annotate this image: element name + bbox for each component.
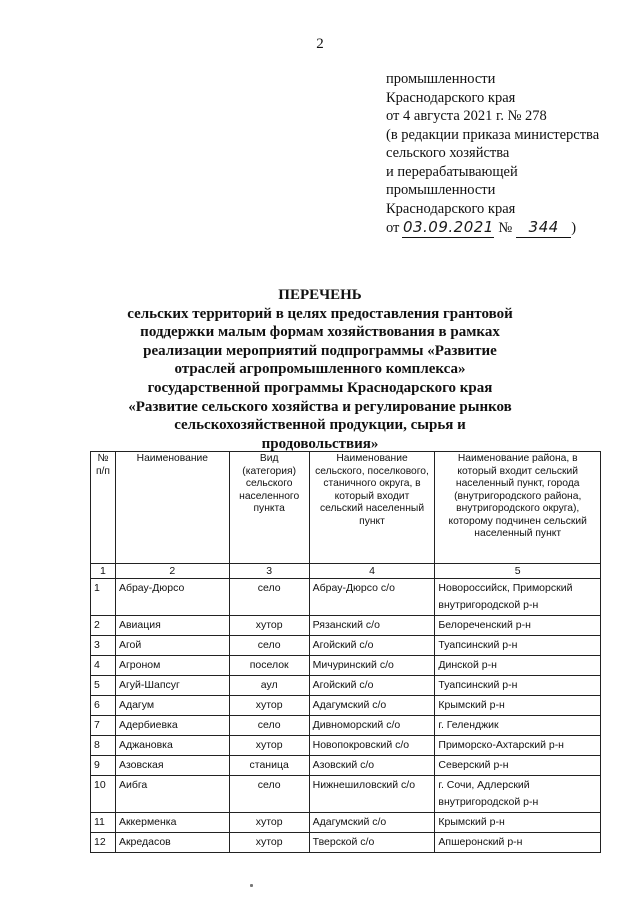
column-number-row (91, 564, 601, 579)
name-cell: Адагум (115, 696, 229, 716)
header-line: от 4 августа 2021 г. № 278 (386, 108, 547, 124)
header-line: Краснодарского края (386, 200, 516, 217)
row-number-cell: 2 (91, 616, 116, 636)
region-cell: г. Сочи, Адлерский внутригородской р-н (435, 776, 601, 813)
row-number-cell: 4 (91, 656, 116, 676)
header-line: промышленности (386, 71, 496, 87)
table-row (91, 776, 601, 813)
name-cell: Агуй-Шапсуг (115, 676, 229, 696)
header-line: сельского хозяйства (386, 145, 510, 161)
signature-line (386, 218, 636, 238)
district-cell: Адагумский с/о (309, 813, 435, 833)
column-number: 3 (229, 564, 309, 579)
title-line: сельскохозяйственной продукции, сырья и (174, 417, 466, 434)
header-line: Краснодарского края (386, 89, 516, 106)
title-heading: ПЕРЕЧЕНЬ (278, 287, 362, 303)
district-cell: Агойский с/о (309, 676, 435, 696)
district-cell: Новопокровский с/о (309, 736, 435, 756)
title-line: государственной программы Краснодарского края (147, 379, 493, 396)
row-number-cell: 9 (91, 756, 116, 776)
approval-header (386, 70, 636, 238)
name-cell: Аджановка (115, 736, 229, 756)
district-cell: Тверской с/о (309, 833, 435, 853)
table-row (91, 756, 601, 776)
title-line: отраслей агропромышленного комплекса» (174, 361, 466, 378)
type-cell: поселок (229, 656, 309, 676)
district-cell: Адагумский с/о (309, 696, 435, 716)
document-title (110, 286, 530, 453)
column-header: № п/п (91, 452, 116, 564)
column-header: Наименование района, в который входит сельский населенный пункт, города (внутригородского района, внутригородского округа), которому подчинен сельский населенный пункт (435, 452, 601, 564)
type-cell: село (229, 579, 309, 616)
table-row (91, 696, 601, 716)
region-cell: Белореченский р-н (435, 616, 601, 636)
row-number-cell: 8 (91, 736, 116, 756)
column-header: Вид (категория) сельского населенного пункта (229, 452, 309, 564)
type-cell: село (229, 636, 309, 656)
column-header: Наименование (115, 452, 229, 564)
table-row (91, 676, 601, 696)
type-cell: село (229, 716, 309, 736)
type-cell: хутор (229, 813, 309, 833)
sig-prefix: от (386, 220, 400, 236)
region-cell: Апшеронский р-н (435, 833, 601, 853)
title-line: продовольствия» (261, 435, 379, 452)
district-cell: Мичуринский с/о (309, 656, 435, 676)
region-cell: Приморско-Ахтарский р-н (435, 736, 601, 756)
table-row (91, 833, 601, 853)
district-cell: Азовский с/о (309, 756, 435, 776)
region-cell: Туапсинский р-н (435, 636, 601, 656)
table-row (91, 579, 601, 616)
region-cell: Динской р-н (435, 656, 601, 676)
name-cell: Агой (115, 636, 229, 656)
type-cell: хутор (229, 833, 309, 853)
district-cell: Абрау-Дюрсо с/о (309, 579, 435, 616)
row-number-cell: 1 (91, 579, 116, 616)
region-cell: Крымский р-н (435, 696, 601, 716)
name-cell: Азовская (115, 756, 229, 776)
table-row (91, 656, 601, 676)
title-line: реализации мероприятий подпрограммы «Развитие (143, 342, 497, 359)
table-row (91, 616, 601, 636)
region-cell: Северский р-н (435, 756, 601, 776)
row-number-cell: 5 (91, 676, 116, 696)
row-number-cell: 6 (91, 696, 116, 716)
table-header-row (91, 452, 601, 564)
table-row (91, 736, 601, 756)
header-line: промышленности (386, 182, 496, 198)
name-cell: Аккерменка (115, 813, 229, 833)
table-row (91, 636, 601, 656)
handwritten-date: 03.09.2021 (402, 218, 494, 236)
column-number: 4 (309, 564, 435, 579)
name-cell: Акредасов (115, 833, 229, 853)
district-cell: Нижнешиловский с/о (309, 776, 435, 813)
district-cell: Агойский с/о (309, 636, 435, 656)
type-cell: хутор (229, 616, 309, 636)
type-cell: аул (229, 676, 309, 696)
title-line: «Развитие сельского хозяйства и регулирование рынков (128, 398, 512, 415)
header-line: и перерабатывающей (386, 163, 518, 180)
row-number-cell: 12 (91, 833, 116, 853)
district-cell: Дивноморский с/о (309, 716, 435, 736)
region-cell: г. Геленджик (435, 716, 601, 736)
name-cell: Абрау-Дюрсо (115, 579, 229, 616)
column-number: 1 (91, 564, 116, 579)
handwritten-number: 344 (516, 218, 571, 238)
sig-close: ) (571, 220, 577, 236)
settlements-table (90, 451, 601, 853)
row-number-cell: 11 (91, 813, 116, 833)
title-line: сельских территорий в целях предоставления грантовой (127, 305, 513, 322)
type-cell: хутор (229, 736, 309, 756)
region-cell: Новороссийск, Приморский внутригородской р-н (435, 579, 601, 616)
title-line: поддержки малым формам хозяйствования в рамках (140, 324, 500, 341)
type-cell: село (229, 776, 309, 813)
name-cell: Авиация (115, 616, 229, 636)
type-cell: хутор (229, 696, 309, 716)
header-line: (в редакции приказа министерства (386, 126, 600, 143)
type-cell: станица (229, 756, 309, 776)
region-cell: Туапсинский р-н (435, 676, 601, 696)
row-number-cell: 10 (91, 776, 116, 813)
region-cell: Крымский р-н (435, 813, 601, 833)
column-number: 5 (435, 564, 601, 579)
name-cell: Агроном (115, 656, 229, 676)
page-number: 2 (316, 36, 324, 52)
district-cell: Рязанский с/о (309, 616, 435, 636)
name-cell: Адербиевка (115, 716, 229, 736)
table-row (91, 813, 601, 833)
row-number-cell: 3 (91, 636, 116, 656)
column-number: 2 (115, 564, 229, 579)
row-number-cell: 7 (91, 716, 116, 736)
name-cell: Аибга (115, 776, 229, 813)
sig-number-label: № (498, 220, 513, 236)
table-row (91, 716, 601, 736)
column-header: Наименование сельского, поселкового, станичного округа, в который входит сельский населенный пункт (309, 452, 435, 564)
scan-speck (250, 884, 253, 887)
